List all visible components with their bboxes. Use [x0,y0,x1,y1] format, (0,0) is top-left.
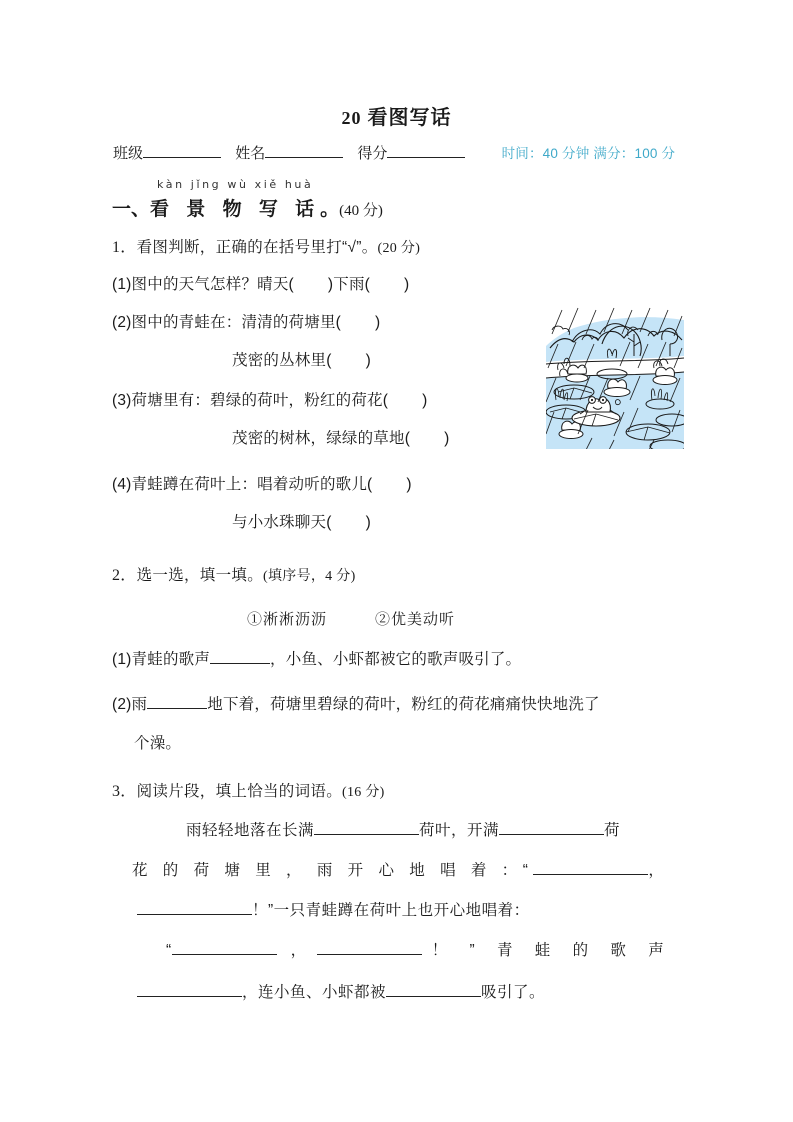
item-2-alt-tail: ) [365,352,371,369]
rainy-lotus-pond-illustration [544,300,686,455]
student-info-row [113,142,713,163]
page-title-text: 看图写话 [367,107,452,129]
page-title [0,101,793,130]
question-1-item-2 [112,310,380,332]
question-1-score: (20 分) [377,241,421,256]
item-2-tail: ) [375,314,381,331]
item-2-alt-label: 茂密的丛林里( [232,352,332,369]
passage-l1-b: 荷叶，开满 [419,822,500,839]
question-2-stem [112,562,356,585]
item-4-alt-tail: ) [365,514,371,531]
passage-line-2 [132,858,669,880]
class-label: 班级 [113,145,144,162]
exam-meta: 时间：40 分钟 满分：100 分 [501,146,676,161]
question-1-item-4 [112,472,412,494]
passage-l2-quote: “ [522,862,534,879]
question-1-item-3-alt [232,426,449,448]
item-3-label: (3)荷塘里有：碧绿的荷叶，粉红的荷花( [112,392,389,409]
item-3-alt-label: 茂密的树林，绿绿的草地( [232,430,411,447]
passage-blank-4[interactable] [137,914,252,915]
blank-2-input[interactable] [147,708,207,709]
blank-1-post: ，小鱼、小虾都被它的歌声吸引了。 [270,651,522,668]
question-1-number: 1． [112,239,137,256]
item-4-tail: ) [406,476,412,493]
passage-line-1 [186,818,620,840]
section-heading [112,194,383,221]
passage-l5-a: ，连小鱼、小虾都被 [242,984,387,1001]
question-1-text: 看图判断，正确的在括号里打“√”。 [136,239,378,256]
name-label: 姓名 [235,145,266,162]
name-field [235,145,343,162]
item-4-label: (4)青蛙蹲在荷叶上：唱着动听的歌儿( [112,476,373,493]
passage-l4-b: ， [290,942,307,959]
question-1-item-2-alt [232,348,371,370]
question-3-number: 3． [112,783,137,800]
item-2-label: (2)图中的青蛙在：清清的荷塘里( [112,314,342,331]
question-3-score: (16 分) [342,785,385,800]
option-1[interactable]: ①淅淅沥沥 [247,612,328,628]
score-field [357,145,465,162]
item-3-tail: ) [422,392,428,409]
name-input-line[interactable] [265,157,343,158]
passage-l1-a: 雨轻轻地落在长满 [186,822,315,839]
section-marker: 一、 [112,199,151,220]
passage-l4-quote: “ [166,942,172,959]
passage-l3-a: ！”一只青蛙蹲在荷叶上也开心地唱着： [252,902,530,919]
passage-blank-3[interactable] [533,874,648,875]
question-2-score: (填序号，4 分) [263,569,356,584]
passage-blank-7[interactable] [137,996,242,997]
passage-l1-c: 荷 [604,822,621,839]
passage-blank-2[interactable] [499,834,604,835]
question-1-stem [112,234,420,257]
blank-1-pre: (1)青蛙的歌声 [112,651,211,668]
passage-line-3 [137,898,530,920]
passage-l4-c: ！ ” 青 蛙 的 歌 声 [431,942,673,959]
passage-line-5 [137,980,545,1002]
question-2-number: 2． [112,567,137,584]
section-points: (40 分) [339,203,383,219]
question-2-text: 选一选，填一填。 [136,567,264,584]
blank-2-pre: (2)雨 [112,696,148,713]
section-period: 。 [320,199,340,220]
class-input-line[interactable] [143,157,221,158]
question-2-blank-1 [112,647,521,669]
blank-2-post: 地下着，荷塘里碧绿的荷叶，粉红的荷花痛痛快快地洗了 [207,696,600,713]
passage-blank-6[interactable] [317,954,422,955]
passage-blank-1[interactable] [314,834,419,835]
question-1-item-4-alt [232,510,371,532]
passage-l2-c: ， [648,862,670,879]
class-field [113,145,221,162]
section-heading-text: 看 景 物 写 话 [150,199,321,220]
section-pinyin: kàn jǐng wù xiě huà [157,178,314,191]
blank-1-input[interactable] [210,663,270,664]
question-3-stem [112,778,385,801]
passage-l5-b: 吸引了。 [481,984,546,1001]
question-2-blank-2 [112,692,600,714]
score-label: 得分 [357,145,388,162]
page-title-number: 20 [341,108,362,128]
question-3-text: 阅读片段，填上恰当的词语。 [136,783,343,800]
passage-l2-a: 花 的 荷 塘 里 ， 雨 开 心 地 唱 着 ： [132,862,523,879]
question-2-options [247,608,455,629]
question-2-blank-2-wrap: 个澡。 [134,735,182,752]
question-1-item-3 [112,388,427,410]
item-3-alt-tail: ) [444,430,450,447]
item-1-tail: ) [404,276,410,293]
item-1-label: (1)图中的天气怎样？晴天( [112,276,294,293]
passage-blank-8[interactable] [386,996,481,997]
passage-line-4 [166,938,673,960]
question-1-item-1 [112,272,409,294]
item-1-mid: )下雨( [327,276,371,293]
option-2[interactable]: ②优美动听 [375,612,456,628]
passage-blank-5[interactable] [172,954,277,955]
score-input-line[interactable] [387,157,465,158]
item-4-alt-label: 与小水珠聊天( [232,514,332,531]
